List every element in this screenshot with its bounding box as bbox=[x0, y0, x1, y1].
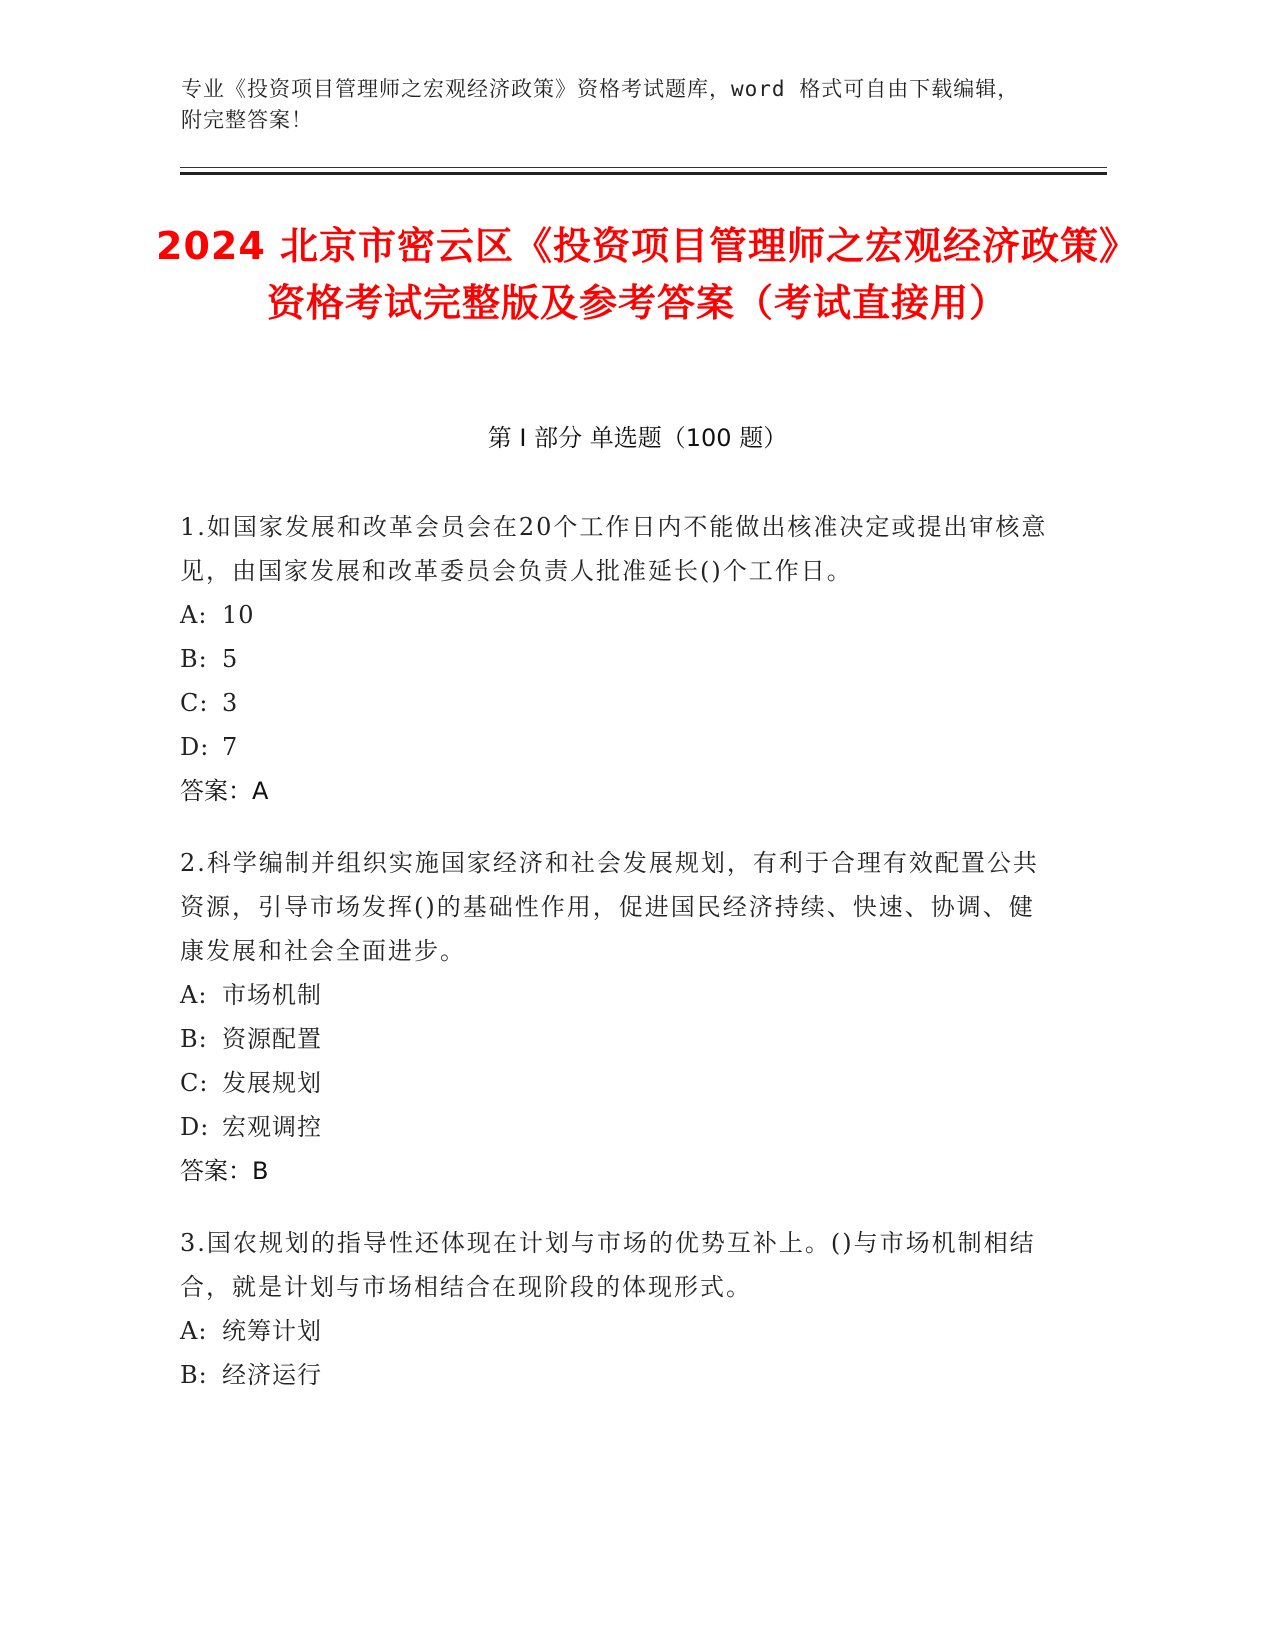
option-b bbox=[180, 1353, 1050, 1397]
option-c bbox=[180, 681, 1050, 725]
option-b bbox=[180, 1017, 1050, 1061]
question-stem: 2.科学编制并组织实施国家经济和社会发展规划，有利于合理有效配置公共资源，引导市场发挥()的基础性作用，促进国民经济持续、快速、协调、健康发展和社会全面进步。 bbox=[180, 849, 1039, 965]
option-letter: D: bbox=[180, 1113, 210, 1141]
option-a bbox=[180, 593, 1050, 637]
question-1 bbox=[180, 505, 1050, 813]
option-d bbox=[180, 725, 1050, 769]
option-c bbox=[180, 1061, 1050, 1105]
section-title: 第 I 部分 单选题（100 题） bbox=[487, 424, 788, 452]
option-letter: C: bbox=[180, 689, 209, 717]
option-letter: B: bbox=[180, 1361, 208, 1389]
option-letter: D: bbox=[180, 733, 210, 761]
option-letter: A: bbox=[180, 1317, 208, 1345]
option-b bbox=[180, 637, 1050, 681]
option-text: 3 bbox=[222, 689, 239, 717]
option-letter: C: bbox=[180, 1069, 209, 1097]
option-text: 资源配置 bbox=[222, 1025, 322, 1053]
question-3 bbox=[180, 1221, 1050, 1397]
option-letter: B: bbox=[180, 645, 208, 673]
question-2 bbox=[180, 841, 1050, 1193]
option-letter: A: bbox=[180, 981, 208, 1009]
option-letter: A: bbox=[180, 601, 208, 629]
option-text: 5 bbox=[222, 645, 239, 673]
answer-line: 答案：B bbox=[180, 1157, 269, 1185]
option-a bbox=[180, 1309, 1050, 1353]
header-rule-thin bbox=[180, 167, 1107, 168]
option-a bbox=[180, 973, 1050, 1017]
option-text: 宏观调控 bbox=[222, 1113, 322, 1141]
header-note: 专业《投资项目管理师之宏观经济政策》资格考试题库，word 格式可自由下载编辑，附完整答案！ bbox=[181, 77, 1020, 132]
question-list bbox=[180, 505, 1050, 1425]
option-d bbox=[180, 1105, 1050, 1149]
question-stem: 3.国农规划的指导性还体现在计划与市场的优势互补上。()与市场机制相结合，就是计划与市场相结合在现阶段的体现形式。 bbox=[180, 1229, 1036, 1301]
option-text: 统筹计划 bbox=[222, 1317, 322, 1345]
document-title: 2024 北京市密云区《投资项目管理师之宏观经济政策》资格考试完整版及参考答案（考试直接用） bbox=[156, 224, 1119, 325]
option-text: 10 bbox=[222, 601, 255, 629]
option-text: 经济运行 bbox=[222, 1361, 322, 1389]
answer-line: 答案：A bbox=[180, 777, 269, 805]
option-text: 发展规划 bbox=[222, 1069, 322, 1097]
option-text: 市场机制 bbox=[222, 981, 322, 1009]
option-letter: B: bbox=[180, 1025, 208, 1053]
option-text: 7 bbox=[222, 733, 239, 761]
header-rule-thick bbox=[180, 172, 1107, 175]
question-stem: 1.如国家发展和改革会员会在20个工作日内不能做出核准决定或提出审核意见，由国家发展和改革委员会负责人批准延长()个工作日。 bbox=[180, 513, 1048, 585]
